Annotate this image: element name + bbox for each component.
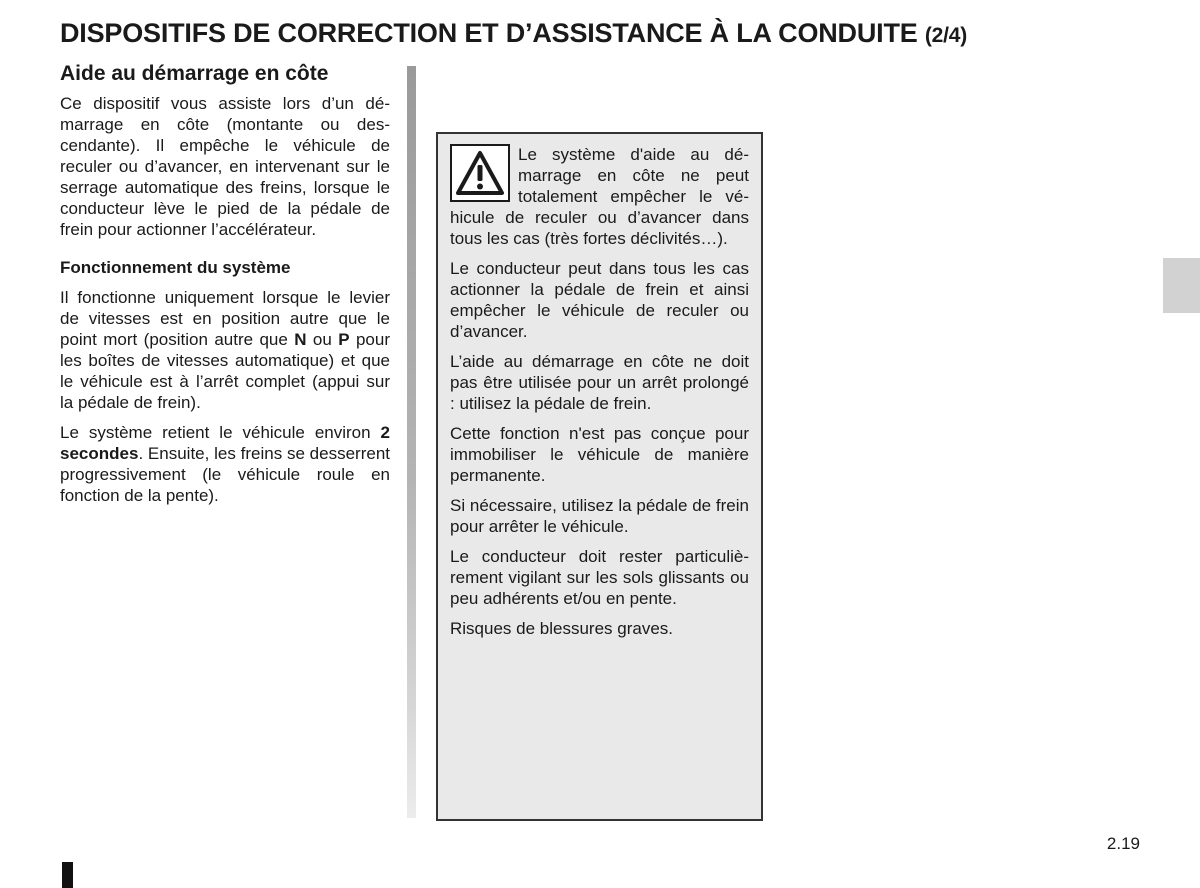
hold-paragraph bbox=[60, 422, 390, 506]
hold-duration: 2 secondes bbox=[60, 423, 390, 463]
page-edge-marker bbox=[62, 862, 73, 888]
warning-paragraph: L’aide au démarrage en côte ne doit pas être utilisée pour un arrêt prolongé : utilisez la pédale de frein. bbox=[450, 352, 749, 413]
warning-paragraph: Risques de blessures graves. bbox=[450, 619, 674, 638]
warning-paragraph: Le système d'aide au démarrage en côte ne peut totalement empêcher le véhicule de reculer ou d’avancer dans tous les cas (très fortes déclivités…). bbox=[450, 145, 749, 248]
warning-triangle-icon bbox=[450, 144, 510, 202]
operation-text-2: ou bbox=[306, 330, 339, 349]
warning-paragraph: Le conducteur doit rester particulièrement vigilant sur les sols glissants ou peu adhérents et/ou en pente. bbox=[450, 547, 749, 608]
intro-paragraph: Ce dispositif vous assiste lors d’un démarrage en côte (montante ou descendante). Il empêche le véhicule de reculer ou d’avancer, en intervenant sur le serrage automatique des freins, lorsque le conducteur lève le pied de la pédale de frein pour actionner l’accélérateur. bbox=[60, 94, 390, 239]
warning-paragraph: Cette fonction n'est pas conçue pour immobiliser le véhicule de manière permanente. bbox=[450, 424, 749, 485]
page-title-text: DISPOSITIFS DE CORRECTION ET D’ASSISTANCE À LA CONDUITE bbox=[60, 18, 918, 48]
warning-paragraph: Si nécessaire, utilisez la pédale de frein pour arrêter le véhicule. bbox=[450, 496, 749, 536]
page-part-indicator: (2/4) bbox=[924, 24, 968, 47]
left-column bbox=[60, 62, 390, 515]
warning-box bbox=[436, 132, 763, 821]
section-heading: Aide au démarrage en côte bbox=[60, 62, 329, 85]
page-title bbox=[60, 18, 967, 49]
gear-n-label: N bbox=[294, 330, 307, 349]
operation-paragraph bbox=[60, 287, 390, 413]
gear-p-label: P bbox=[338, 330, 350, 349]
operation-text-1: Il fonctionne uniquement lorsque le levier de vitesses est en position autre que le point mort (position autre que bbox=[60, 288, 390, 349]
operation-text-3: pour les boîtes de vitesses automatique) et que le véhicule est à l’arrêt complet (appui sur la pédale de frein). bbox=[60, 330, 391, 412]
warning-paragraph: Le conducteur peut dans tous les cas actionner la pédale de frein et ainsi empêcher le véhicule de reculer ou d’avancer. bbox=[450, 259, 749, 341]
chapter-tab bbox=[1163, 258, 1200, 313]
column-divider-bar bbox=[407, 66, 416, 818]
hold-text-1: Le système retient le véhicule environ bbox=[60, 423, 381, 442]
hold-text-2: . Ensuite, les freins se desserrent progressivement (le véhicule roule en fonction de la pente). bbox=[60, 444, 390, 505]
page-number: 2.19 bbox=[1106, 834, 1140, 853]
subheading-operation: Fonctionnement du système bbox=[60, 258, 291, 277]
